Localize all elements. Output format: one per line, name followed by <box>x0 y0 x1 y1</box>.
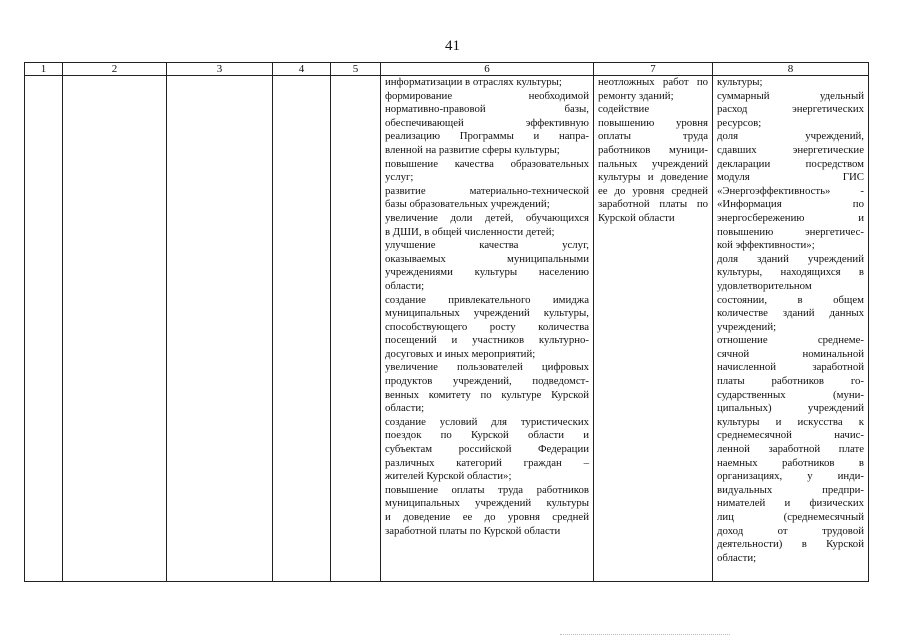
text-line: декларации посредством <box>717 157 864 170</box>
program-table <box>24 62 869 582</box>
text-line: информатизации в отраслях культуры; <box>385 76 562 88</box>
cell-col-5 <box>331 76 381 582</box>
text-line: лиц (среднемесячный <box>717 511 864 523</box>
text-line: учреждениями культуры населению <box>385 266 589 279</box>
text-line: создание привлекательного имиджа <box>385 293 589 306</box>
text-line: увеличение пользователей цифровых <box>385 361 589 374</box>
scan-artifact <box>560 630 730 635</box>
text-line: заработной платы по <box>598 198 708 211</box>
text-line: вленной на развитие сферы культуры; <box>385 143 560 156</box>
column-header-5: 5 <box>331 63 381 76</box>
text-line: досуговых и иных мероприятий; <box>385 347 536 360</box>
cell-col-4 <box>273 76 331 582</box>
text-line: ципальных) учреждений <box>717 402 864 415</box>
text-line: «Энергоэффективность» - <box>717 184 864 197</box>
text-line: поездок по Курской области и <box>385 429 589 442</box>
text-line: учреждений; <box>717 320 777 333</box>
text-line: услуг; <box>385 171 414 184</box>
text-line: нормативно-правовой базы, <box>385 103 589 116</box>
text-line: венных комитету по культуре Курской <box>385 388 589 401</box>
table-row <box>25 76 869 582</box>
text-line: базы образовательных учреждений; <box>385 198 550 211</box>
text-line: и доведение ее до уровня средней <box>385 511 589 523</box>
cell-col-6-tasks <box>381 76 594 582</box>
text-line: повышению энергетичес- <box>717 225 864 238</box>
text-line: Курской области <box>598 211 675 224</box>
text-line: количестве зданий данных <box>717 307 864 320</box>
text-line: расход энергетических <box>717 103 864 116</box>
column-header-1: 1 <box>25 63 63 76</box>
text-line: доход от трудовой <box>717 524 864 537</box>
cell-col-2 <box>63 76 167 582</box>
text-line: энергосбережению и <box>717 211 864 224</box>
text-line: начисленной заработной <box>717 361 864 374</box>
text-line: работников муници- <box>598 143 708 156</box>
text-line: оказываемых муниципальными <box>385 252 589 265</box>
column-header-3: 3 <box>167 63 273 76</box>
text-line: ремонту зданий; <box>598 89 674 102</box>
text-line: области; <box>717 551 757 564</box>
text-line: среднемесячной начис- <box>717 429 864 442</box>
text-line: улучшение качества услуг, <box>385 239 589 252</box>
cell-col-8-indicators <box>713 76 869 582</box>
text-line: развитие материально-технической <box>385 184 589 197</box>
text-line: «Информация по <box>717 198 864 211</box>
text-line: организациях, у инди- <box>717 470 864 483</box>
text-line: ленной заработной плате <box>717 443 864 456</box>
text-line: ее до уровня средней <box>598 184 708 197</box>
text-line: обеспечивающей эффективную <box>385 116 589 129</box>
text-line: кой эффективности»; <box>717 239 815 252</box>
text-line: посещений и участников культурно- <box>385 334 589 347</box>
text-line: наемных работников в <box>717 456 864 469</box>
text-line: муниципальных учреждений культуры <box>385 497 589 510</box>
text-line: оплаты труда <box>598 130 708 143</box>
text-line: различных категорий граждан – <box>385 456 589 469</box>
text-line: в ДШИ, в общей численности детей; <box>385 225 555 238</box>
text-line: заработной платы по Курской области <box>385 524 561 537</box>
text-line: реализацию Программы и напра- <box>385 130 589 143</box>
column-header-7: 7 <box>594 63 713 76</box>
column-header-2: 2 <box>63 63 167 76</box>
cell-col-7-measures <box>594 76 713 582</box>
text-line: удовлетворительном <box>717 279 812 292</box>
text-line: культуры и доведение <box>598 171 708 184</box>
column-header-8: 8 <box>713 63 869 76</box>
text-line: деятельности) в Курской <box>717 538 864 551</box>
text-line: нимателей и физических <box>717 497 864 510</box>
text-line: способствующего росту количества <box>385 320 589 333</box>
text-line: ресурсов; <box>717 116 762 129</box>
text-line: пальных учреждений <box>598 157 708 170</box>
text-line: отношение среднеме- <box>717 334 864 347</box>
text-line: культуры, находящихся в <box>717 266 864 279</box>
column-header-6: 6 <box>381 63 594 76</box>
text-line: области; <box>385 279 425 292</box>
text-line: состоянии, в общем <box>717 293 864 306</box>
text-line: повышение качества образовательных <box>385 157 589 170</box>
text-line: повышению уровня <box>598 116 708 129</box>
column-number-row <box>25 63 869 76</box>
text-line: модуля ГИС <box>717 171 864 184</box>
text-line: неотложных работ по <box>598 76 708 88</box>
text-line: муниципальных учреждений культуры, <box>385 307 589 320</box>
text-line: доля зданий учреждений <box>717 252 864 265</box>
text-line: сячной номинальной <box>717 347 864 360</box>
text-line: платы работников го- <box>717 375 864 388</box>
cell-col-3 <box>167 76 273 582</box>
text-line: суммарный удельный <box>717 89 864 102</box>
text-line: доля учреждений, <box>717 130 864 143</box>
text-line: жителей Курской области»; <box>385 470 512 483</box>
column-header-4: 4 <box>273 63 331 76</box>
text-line: создание условий для туристических <box>385 415 589 428</box>
text-line: субъектам российской Федерации <box>385 443 589 456</box>
text-line: повышение оплаты труда работников <box>385 483 589 496</box>
text-line: области; <box>385 402 425 415</box>
text-line: содействие <box>598 103 650 116</box>
text-line: культуры и искусства к <box>717 415 864 428</box>
text-line: формирование необходимой <box>385 89 589 102</box>
text-line: сударственных (муни- <box>717 388 864 401</box>
text-line: увеличение доли детей, обучающихся <box>385 211 589 224</box>
page-number: 41 <box>445 38 460 54</box>
text-line: сдавших энергетические <box>717 143 864 156</box>
cell-col-1 <box>25 76 63 582</box>
text-line: видуальных предпри- <box>717 483 864 496</box>
text-line: продуктов учреждений, подведомст- <box>385 375 589 388</box>
text-line: культуры; <box>717 76 763 88</box>
